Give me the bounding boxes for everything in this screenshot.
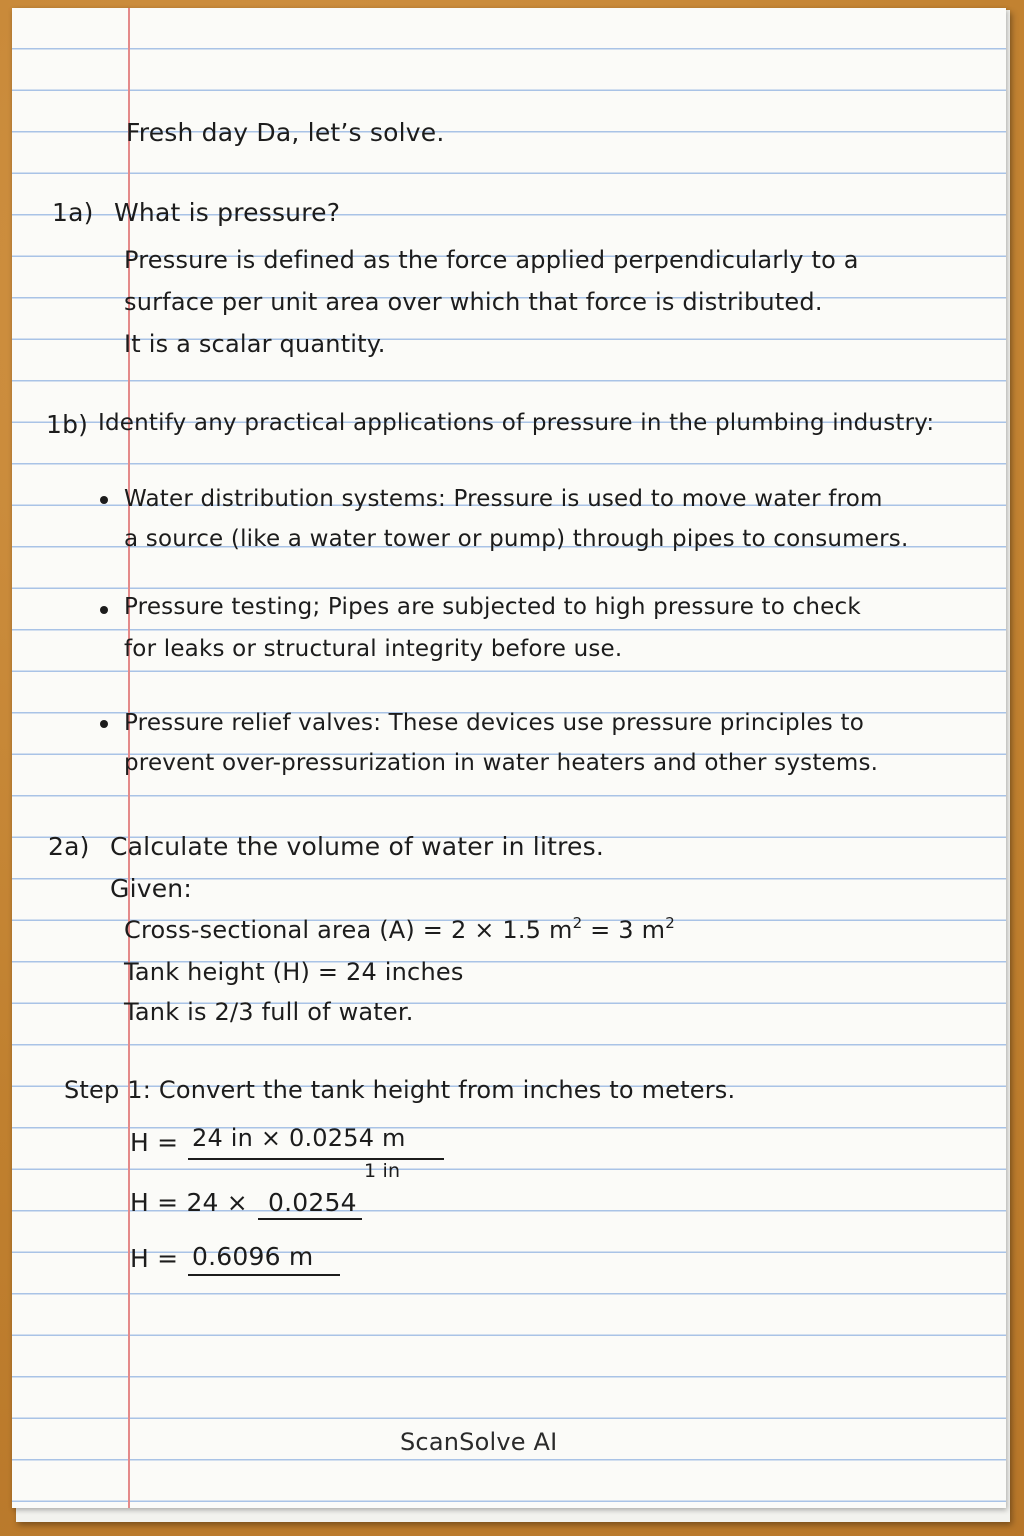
q1a-answer-line: It is a scalar quantity. <box>124 330 386 358</box>
equation-value: 0.0254 <box>268 1188 357 1217</box>
underline <box>258 1218 362 1220</box>
q1a-label: 1a) <box>52 198 94 227</box>
result-underline <box>188 1274 340 1276</box>
bullet-text: for leaks or structural integrity before use. <box>124 636 623 662</box>
given-height: Tank height (H) = 24 inches <box>124 958 464 986</box>
bullet-text: prevent over-pressurization in water heaters and other systems. <box>124 750 879 776</box>
bullet-text: a source (like a water tower or pump) through pipes to consumers. <box>124 526 909 552</box>
bullet-dot <box>100 720 108 728</box>
q1b-question: Identify any practical applications of pressure in the plumbing industry: <box>98 410 935 436</box>
bullet-text: Pressure testing; Pipes are subjected to high pressure to check <box>124 594 861 620</box>
bullet-text: Pressure relief valves: These devices use pressure principles to <box>124 710 864 736</box>
equation-lhs: H = <box>130 1128 179 1157</box>
fraction-numerator: 24 in × 0.0254 m <box>192 1124 406 1152</box>
bullet-dot <box>100 606 108 614</box>
bullet-dot <box>100 496 108 504</box>
notebook-page <box>12 8 1006 1508</box>
given-area: Cross-sectional area (A) = 2 × 1.5 $m^2 = 3$ $m^2$ <box>124 914 675 944</box>
q2a-question: Calculate the volume of water in litres. <box>110 832 604 861</box>
greeting-text: Fresh day Da, let’s solve. <box>126 118 445 147</box>
fraction-bar <box>188 1158 444 1160</box>
given-label: Given: <box>110 874 192 903</box>
equation-line: H = <box>130 1244 179 1273</box>
fraction-denominator: 1 in <box>364 1160 401 1182</box>
given-fill: Tank is 2/3 full of water. <box>124 998 414 1026</box>
q1a-question: What is pressure? <box>114 198 341 227</box>
q1b-label: 1b) <box>46 410 89 439</box>
step1-heading: Step 1: Convert the tank height from inches to meters. <box>64 1076 736 1104</box>
equation-line: H = 24 × <box>130 1188 248 1217</box>
q2a-label: 2a) <box>48 832 90 861</box>
footer-brand: ScanSolve AI <box>400 1428 558 1456</box>
result-value: 0.6096 m <box>192 1242 314 1271</box>
q1a-answer-line: surface per unit area over which that force is distributed. <box>124 288 823 316</box>
bullet-text: Water distribution systems: Pressure is used to move water from <box>124 486 883 512</box>
q1a-answer-line: Pressure is defined as the force applied perpendicularly to a <box>124 246 859 274</box>
